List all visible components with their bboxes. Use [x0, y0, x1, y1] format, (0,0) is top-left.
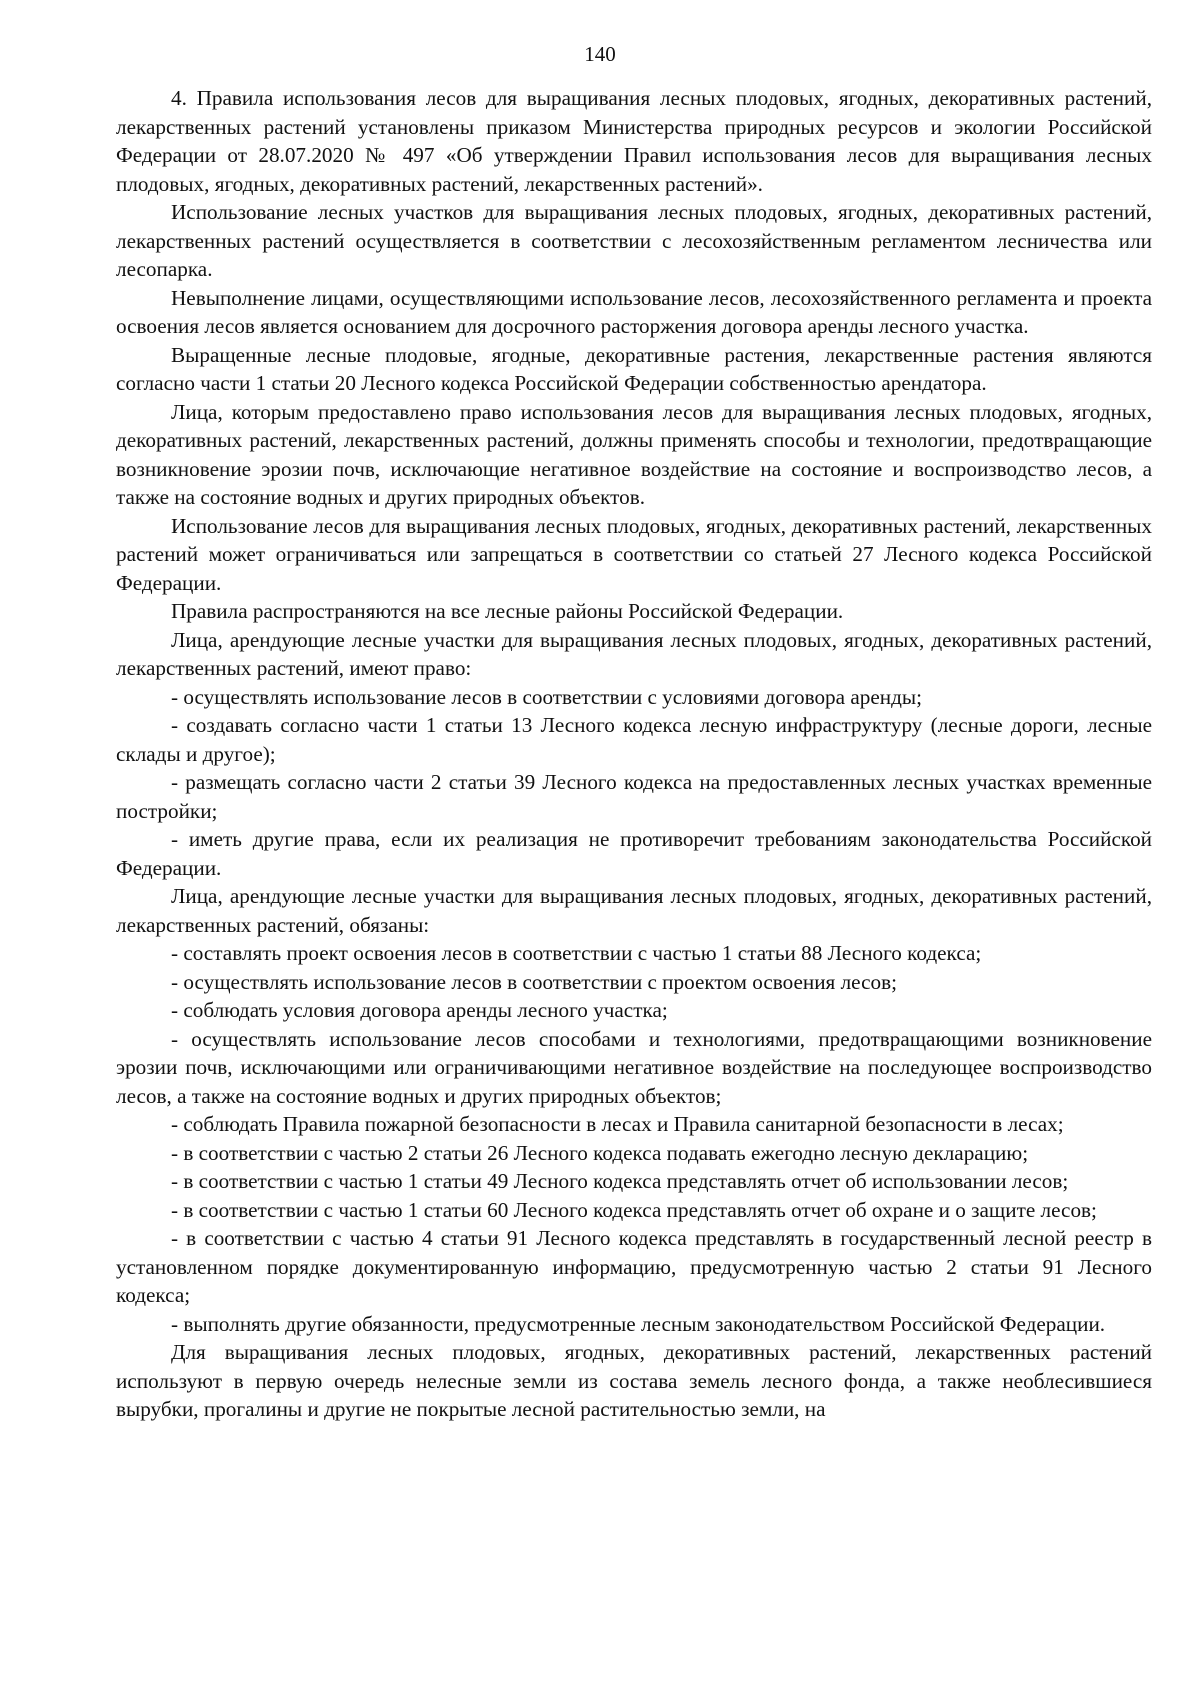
paragraph-obligations-intro: Лица, арендующие лесные участки для выращивания лесных плодовых, ягодных, декоративных растений, лекарственных растений, обязаны:: [116, 884, 1152, 937]
list-item-obligation: - соблюдать условия договора аренды лесного участка;: [171, 998, 668, 1022]
list-item-obligation: - осуществлять использование лесов способами и технологиями, предотвращающими возникновение эрозии почв, исключающими или ограничивающими негативное воздействие на последующее воспроизводство лесов, а также на состояние водных и других природных объектов;: [116, 1026, 1152, 1108]
list-item-obligation: - в соответствии с частью 1 статьи 60 Лесного кодекса представлять отчет об охране и о защите лесов;: [171, 1197, 1097, 1222]
page-number: 140: [584, 42, 616, 66]
paragraph-scope: Правила распространяются на все лесные районы Российской Федерации.: [171, 599, 844, 623]
list-item-obligation: - в соответствии с частью 1 статьи 49 Лесного кодекса представлять отчет об использовании лесов;: [171, 1169, 1069, 1193]
document-body: [116, 84, 1152, 1424]
list-item-obligation: - составлять проект освоения лесов в соответствии с частью 1 статьи 88 Лесного кодекса;: [171, 941, 982, 965]
paragraph-rights-intro: Лица, арендующие лесные участки для выращивания лесных плодовых, ягодных, декоративных растений, лекарственных растений, имеют право:: [116, 627, 1152, 680]
list-item-obligation: - выполнять другие обязанности, предусмотренные лесным законодательством Российской Федерации.: [171, 1311, 1106, 1336]
list-item-obligation: - осуществлять использование лесов в соответствии с проектом освоения лесов;: [171, 969, 897, 994]
list-item-right: - размещать согласно части 2 статьи 39 Лесного кодекса на предоставленных лесных участках временные постройки;: [116, 770, 1152, 823]
paragraph-ownership: Выращенные лесные плодовые, ягодные, декоративные растения, лекарственные растения являются согласно части 1 статьи 20 Лесного кодекса Российской Федерации собственностью арендатора.: [116, 342, 1152, 395]
list-item-right: - осуществлять использование лесов в соответствии с условиями договора аренды;: [171, 684, 922, 709]
list-item-right: - иметь другие права, если их реализация не противоречит требованиям законодательства Российской Федерации.: [116, 827, 1152, 880]
paragraph-non-compliance: Невыполнение лицами, осуществляющими использование лесов, лесохозяйственного регламента и проекта освоения лесов является основанием для досрочного расторжения договора аренды лесного участка.: [116, 285, 1152, 338]
list-item-obligation: - в соответствии с частью 2 статьи 26 Лесного кодекса подавать ежегодно лесную декларацию;: [171, 1140, 1029, 1165]
list-item-obligation: - в соответствии с частью 4 статьи 91 Лесного кодекса представлять в государственный лесной реестр в установленном порядке документированную информацию, предусмотренную частью 2 статьи 91 Лесного кодекса;: [116, 1226, 1152, 1307]
list-item-obligation: - соблюдать Правила пожарной безопасности в лесах и Правила санитарной безопасности в лесах;: [171, 1112, 1064, 1136]
paragraph-technologies: Лица, которым предоставлено право использования лесов для выращивания лесных плодовых, ягодных, декоративных растений, лекарственных растений, должны применять способы и технологии, предотвращающие возникновение эрозии почв, исключающие негативное воздействие на состояние и воспроизводство лесов, а также на состояние водных и других природных объектов.: [116, 399, 1152, 509]
paragraph-land-selection: Для выращивания лесных плодовых, ягодных, декоративных растений, лекарственных растений используют в первую очередь нелесные земли из состава земель лесного фонда, а также необлесившиеся вырубки, прогалины и другие не покрытые лесной растительностью земли, на: [116, 1340, 1152, 1421]
paragraph-restrictions: Использование лесов для выращивания лесных плодовых, ягодных, декоративных растений, лекарственных растений может ограничиваться или запрещаться в соответствии со статьей 27 Лесного кодекса Российской Федерации.: [116, 513, 1152, 595]
paragraph-rules-intro: 4. Правила использования лесов для выращивания лесных плодовых, ягодных, декоративных растений, лекарственных растений установлены приказом Министерства природных ресурсов и экологии Российской Федерации от 28.07.2020 № 497 «Об утверждении Правил использования лесов для выращивания лесных плодовых, ягодных, декоративных растений, лекарственных растений».: [116, 86, 1152, 196]
list-item-right: - создавать согласно части 1 статьи 13 Лесного кодекса лесную инфраструктуру (лесные дороги, лесные склады и другое);: [116, 713, 1152, 766]
paragraph-land-use: Использование лесных участков для выращивания лесных плодовых, ягодных, декоративных растений, лекарственных растений осуществляется в соответствии с лесохозяйственным регламентом лесничества или лесопарка.: [116, 200, 1152, 281]
